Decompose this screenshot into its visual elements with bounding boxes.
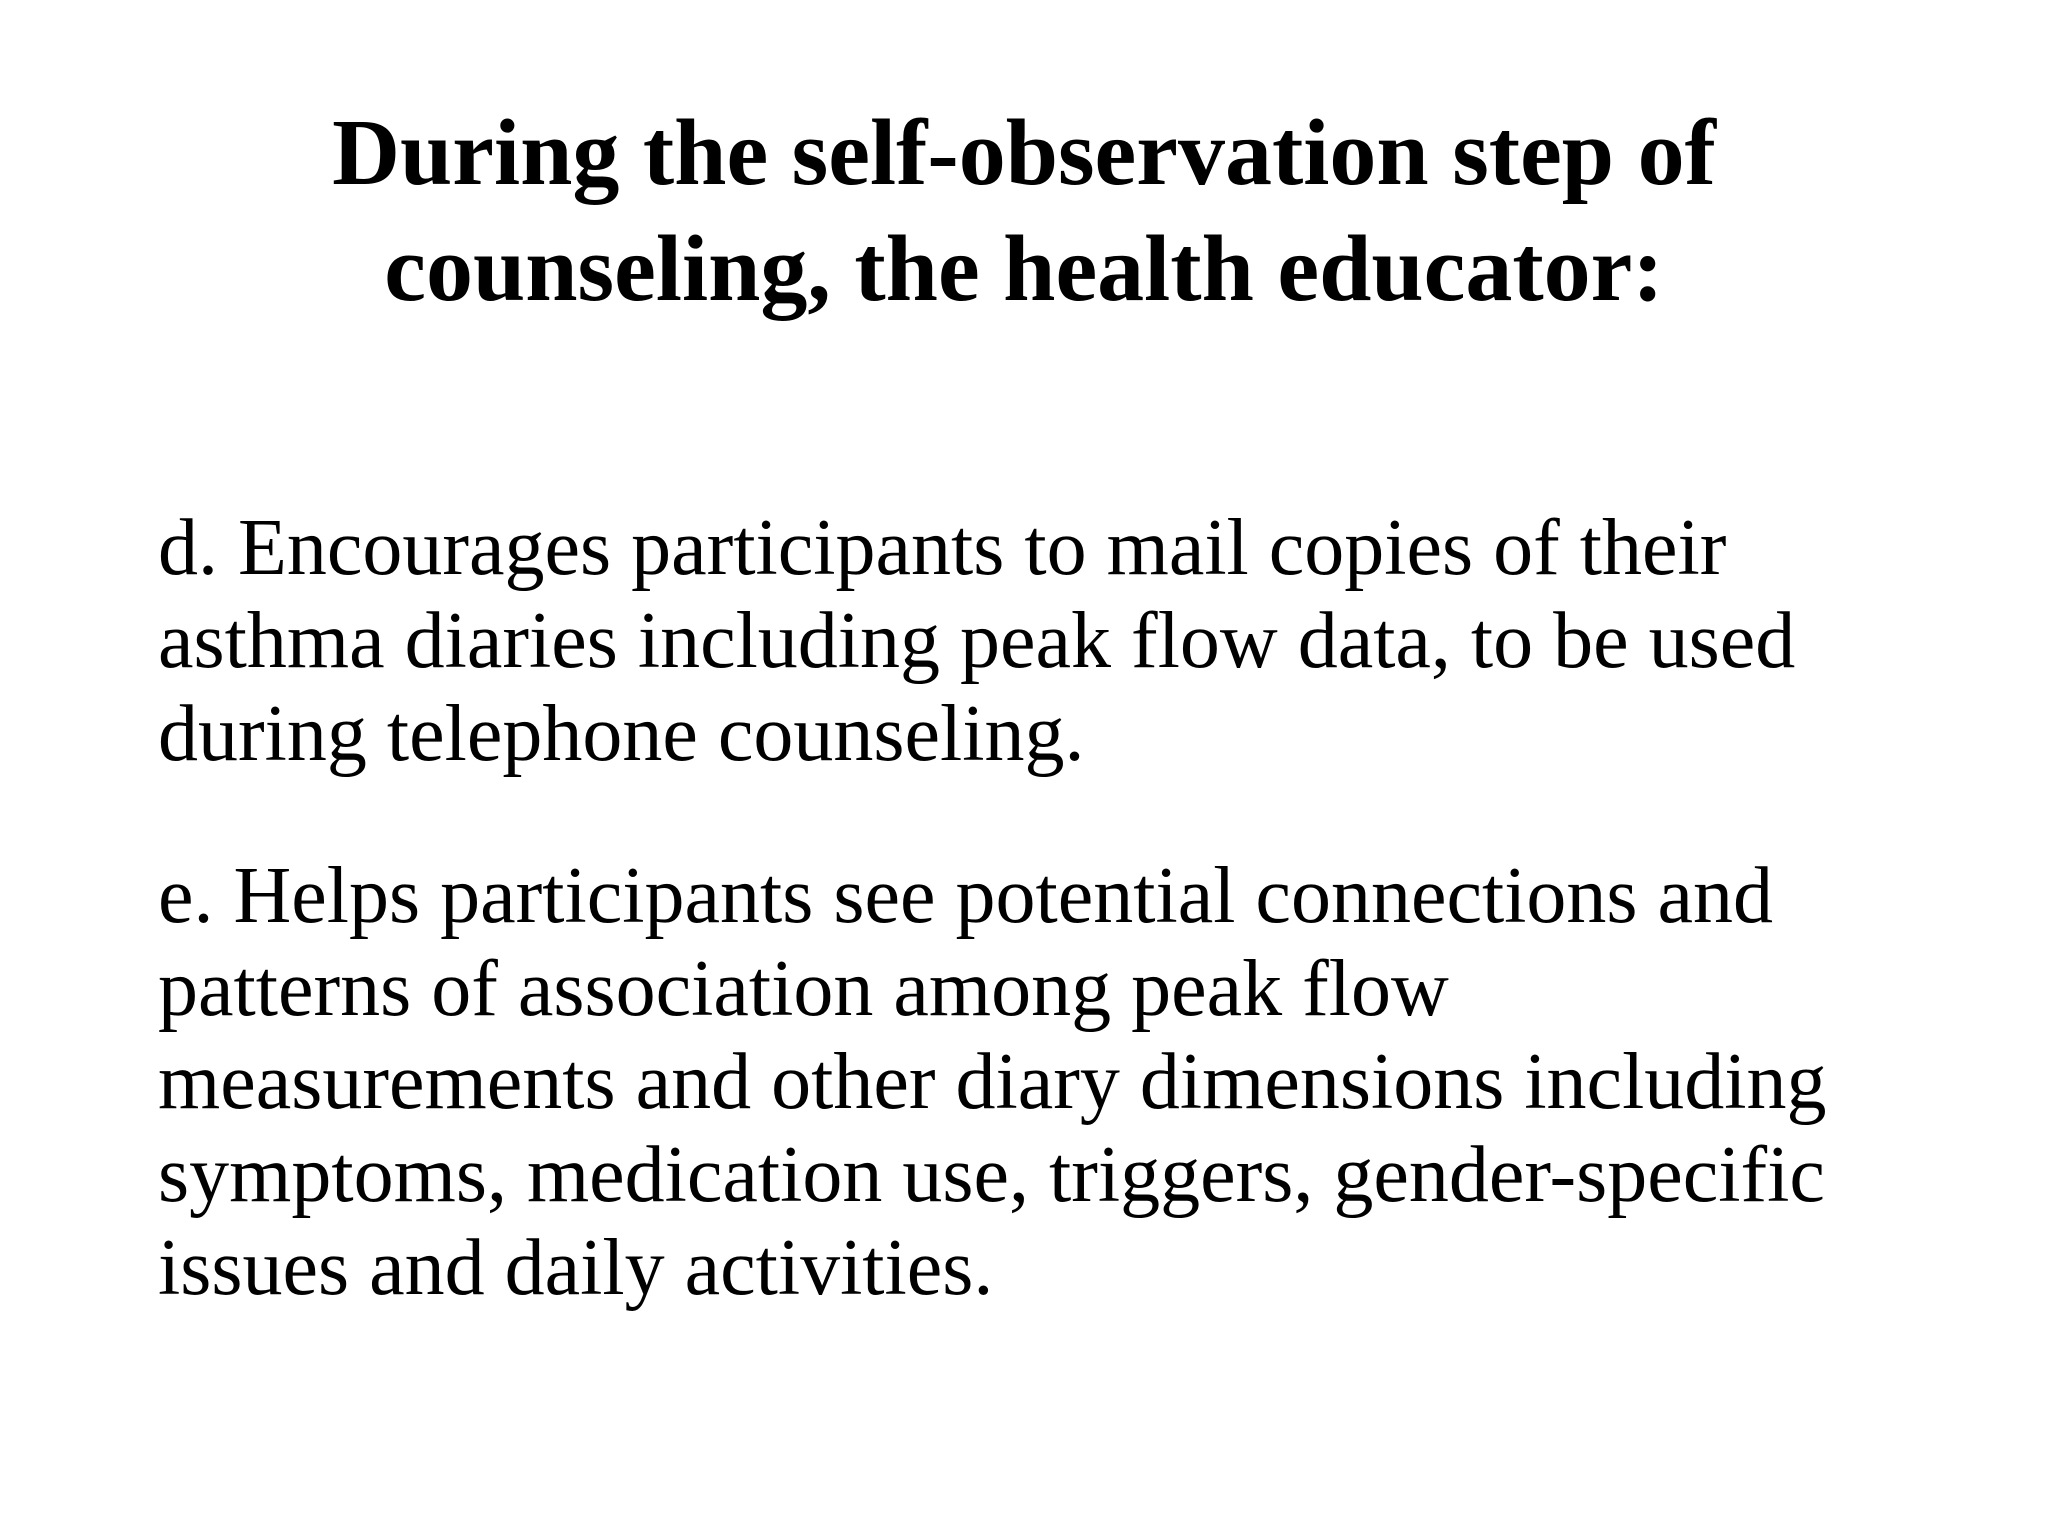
list-item-text: Helps participants see potential connections and bbox=[233, 852, 1774, 940]
list-item-line bbox=[158, 502, 2048, 595]
list-item-label: d. bbox=[158, 504, 218, 592]
slide-title bbox=[0, 95, 2048, 327]
list-item-text: Encourages participants to mail copies of their bbox=[238, 504, 1727, 592]
list-item-line: issues and daily activities. bbox=[158, 1224, 994, 1312]
slide-title-line: During the self-observation step of bbox=[332, 101, 1716, 205]
slide-title-line: counseling, the health educator: bbox=[384, 217, 1664, 321]
list-item-line: measurements and other diary dimensions including bbox=[158, 1038, 1827, 1126]
list-item-label: e. bbox=[158, 852, 214, 940]
list-item-line: during telephone counseling. bbox=[158, 690, 1085, 778]
list-item-line bbox=[158, 850, 2048, 943]
list-item-line: patterns of association among peak flow bbox=[158, 945, 1449, 1033]
list-item-line: asthma diaries including peak flow data, to be used bbox=[158, 597, 1796, 685]
list-item-line: symptoms, medication use, triggers, gender-specific bbox=[158, 1131, 1825, 1219]
list-item-d bbox=[158, 502, 2048, 781]
list-item-e bbox=[158, 850, 2048, 1315]
